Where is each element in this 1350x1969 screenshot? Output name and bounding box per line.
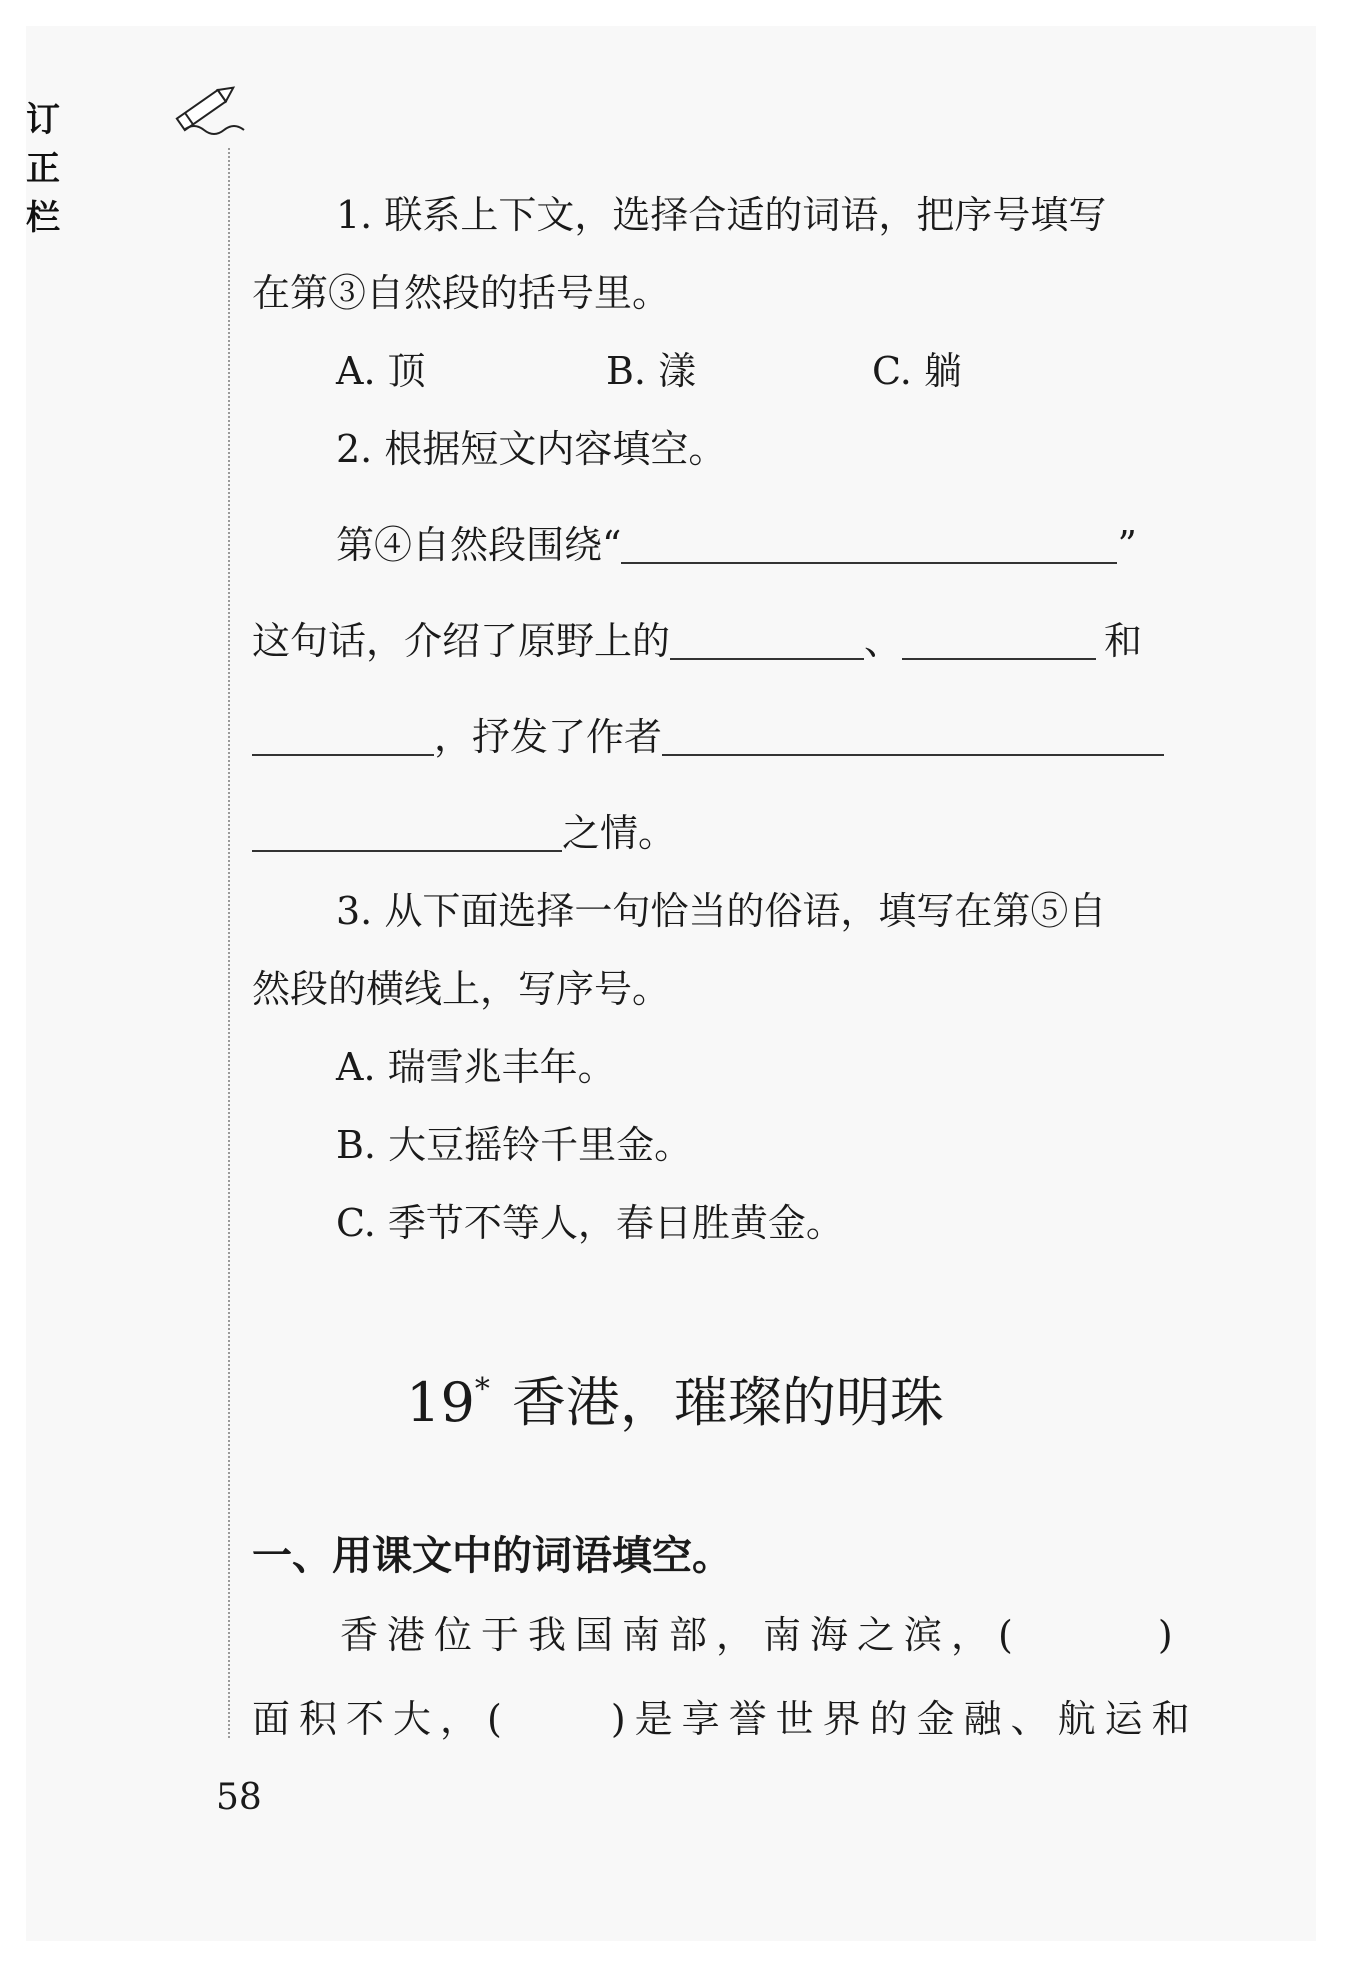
pencil-icon: [166, 78, 256, 138]
margin-dotted-line: [228, 148, 230, 1738]
section-1-para-line-2-b: )是享誉世界的金融、航运和: [610, 1697, 1199, 1741]
page-number: 58: [216, 1777, 262, 1818]
q1-option-c: C. 躺: [872, 349, 962, 393]
section-1-para-line-1: [340, 1610, 1182, 1660]
q1-option-b: B. 漾: [606, 349, 697, 393]
lesson-star: *: [474, 1372, 490, 1407]
q2-line-1-prefix: 第④自然段围绕“: [336, 523, 622, 567]
q2-line-1: [336, 520, 1137, 570]
q3-line-1: 3. 从下面选择一句恰当的俗语，填写在第⑤自: [336, 889, 1107, 933]
q2-line-2-sep: 、: [864, 619, 903, 663]
q1-option-a: A. 顶: [336, 349, 426, 393]
q3-line-2: 然段的横线上，写序号。: [252, 967, 671, 1011]
answer-blank-feeling-cont[interactable]: [252, 812, 562, 852]
q3-option-b: B. 大豆摇铃千里金。: [336, 1123, 693, 1167]
answer-blank-topic-sentence[interactable]: [621, 524, 1117, 564]
q2-line-3: [252, 712, 1164, 762]
lesson-title-text: 香港，璀璨的明珠: [511, 1371, 944, 1434]
section-1-para-line-2-a: 面积不大，(: [252, 1697, 511, 1741]
answer-blank-2[interactable]: [902, 620, 1096, 660]
answer-blank-3[interactable]: [252, 716, 434, 756]
q2-line-2: [252, 616, 1142, 666]
lesson-number: 19: [406, 1371, 475, 1434]
q3-option-a: A. 瑞雪兆丰年。: [336, 1045, 616, 1089]
q2-line-4-suffix: 之情。: [562, 811, 677, 855]
section-1-heading: 一、用课文中的词语填空。: [252, 1533, 732, 1579]
answer-blank-1[interactable]: [670, 620, 864, 660]
lesson-title: [0, 1355, 1350, 1438]
q2-line-3-text: ，抒发了作者: [434, 715, 663, 759]
section-1-para-line-1-text: 香港位于我国南部，南海之滨，(: [340, 1613, 1022, 1657]
q1-line-2: 在第③自然段的括号里。: [252, 271, 671, 315]
q2-line-4: [252, 808, 676, 858]
section-1-para-line-2: [252, 1694, 1199, 1744]
answer-blank-feeling[interactable]: [662, 716, 1164, 756]
q3-option-c: C. 季节不等人，春日胜黄金。: [336, 1201, 844, 1245]
q2-line-2-suffix: 和: [1104, 619, 1143, 663]
q2-heading: 2. 根据短文内容填空。: [336, 427, 727, 471]
section-1-bracket-close: ): [1157, 1613, 1182, 1657]
q2-line-2-prefix: 这句话，介绍了原野上的: [252, 619, 671, 663]
q1-line-1: 1. 联系上下文，选择合适的词语，把序号填写: [336, 193, 1107, 237]
q2-line-1-suffix: ”: [1117, 523, 1137, 567]
correction-column-label: 订正栏: [26, 100, 61, 238]
